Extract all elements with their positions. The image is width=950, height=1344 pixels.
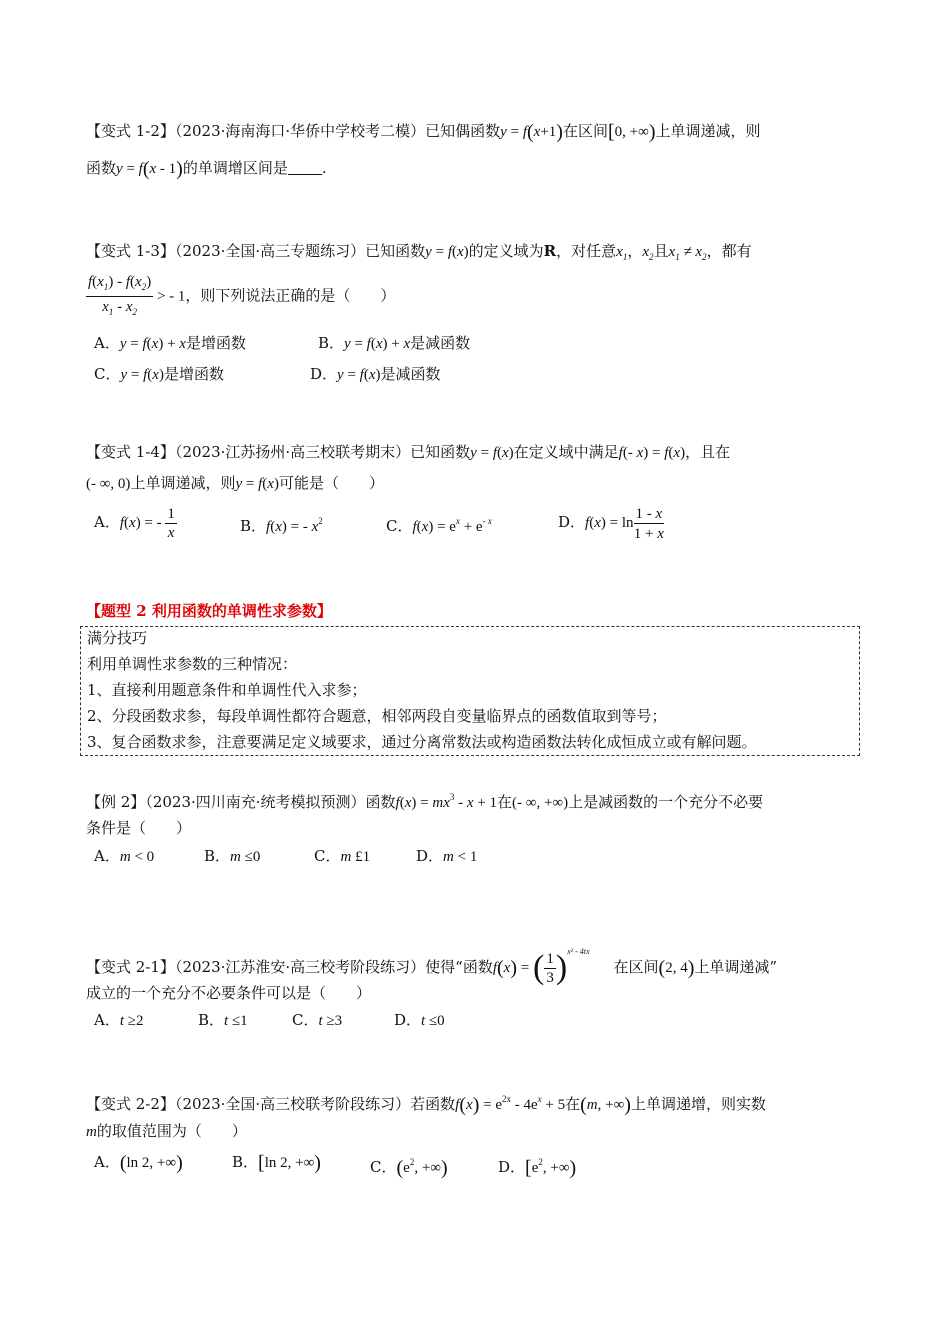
math-expr: x [375, 336, 383, 352]
math-expr: t [119, 1013, 125, 1029]
math-expr: £1 [351, 849, 371, 865]
math-expr: m [119, 849, 131, 865]
math-expr: t [318, 1013, 323, 1029]
option-d[interactable] [498, 1151, 576, 1179]
text: 上是减函数的一个充分不必要 [568, 793, 764, 811]
math-expr: ) [510, 957, 518, 979]
math-expr: ( [396, 1157, 404, 1179]
text: 成立的一个充分不必要条件可以是（ ） [86, 984, 372, 1002]
math-expr: f [522, 124, 527, 140]
option-c[interactable] [370, 1151, 448, 1179]
math-expr: $x_2$ [642, 244, 654, 262]
math-expr: x [455, 516, 460, 526]
problem-2-2-line2 [86, 1120, 247, 1143]
math-expr: = [343, 367, 360, 383]
math-expr: x [466, 1097, 473, 1113]
math-expr: [ [258, 1152, 265, 1174]
math-expr: ) [158, 367, 164, 383]
text: C． [292, 1011, 319, 1029]
option-a[interactable] [94, 1151, 183, 1174]
text: B． [204, 847, 231, 865]
math-expr: > - 1 [153, 288, 186, 305]
math-expr: f [138, 161, 143, 177]
math-expr: < 1 [453, 849, 478, 865]
text: B． [232, 1153, 259, 1171]
math-expr: = e [479, 1097, 502, 1113]
section-heading: 【题型 2 利用函数的单调性求参数】 [86, 602, 332, 620]
text: 函数 [86, 159, 117, 177]
math-expr: - x [482, 516, 492, 526]
text: 上单调递减，则 [655, 122, 761, 140]
math-expr: ( [142, 158, 150, 180]
math-expr: y [344, 336, 351, 352]
text: R [543, 242, 557, 260]
math-expr: ) [176, 158, 183, 180]
problem-tag: 【变式 1-4】 [86, 443, 175, 461]
math-expr: f [142, 336, 147, 352]
math-expr: x [537, 1094, 542, 1104]
tips-box [80, 626, 860, 756]
math-expr: ( [363, 367, 369, 383]
math-expr: ) [508, 445, 514, 461]
math-expr: y [500, 124, 507, 140]
option-c[interactable] [314, 845, 370, 868]
math-expr: x [533, 124, 541, 140]
text: 的定义域为 [468, 242, 544, 260]
math-expr: ( [459, 1094, 467, 1116]
option-b[interactable] [232, 1151, 321, 1174]
math-expr: 2, 4 [665, 960, 688, 976]
math-expr: $x_1$ [616, 244, 628, 262]
math-expr: x [129, 515, 136, 531]
option-d[interactable] [394, 1009, 445, 1032]
text: B． [198, 1011, 225, 1029]
text: 的单调增区间是 [182, 159, 288, 177]
problem-tag: 【变式 1-2】 [86, 122, 175, 140]
tips-line: 利用单调性求参数的三种情况： [87, 655, 298, 673]
math-expr: 0, +∞ [614, 124, 649, 140]
text: 条件是（ ） [86, 819, 192, 837]
math-expr: x [149, 161, 157, 177]
math-expr: ( [497, 957, 504, 979]
text: ， [627, 242, 643, 260]
option-d[interactable] [416, 845, 477, 868]
math-expr: ( [532, 949, 545, 986]
math-expr: ( [451, 244, 457, 260]
math-expr: x [636, 445, 644, 461]
problem-1-3-line1 [86, 240, 752, 268]
math-expr: f [359, 367, 364, 383]
text: C． [314, 847, 341, 865]
text: B． [240, 517, 267, 535]
math-expr: x [311, 519, 319, 535]
text: D． [498, 1158, 526, 1176]
math-expr: = [127, 367, 144, 383]
math-expr: m [443, 849, 454, 865]
math-expr: ) = - [135, 515, 166, 531]
example-2-line1 [86, 786, 763, 814]
math-expr: m [230, 849, 241, 865]
math-expr: ) [375, 367, 381, 383]
math-expr: f [455, 1097, 460, 1113]
math-expr: f [395, 795, 400, 811]
math-expr: ) [687, 957, 695, 979]
math-expr: = [350, 336, 367, 352]
math-expr: ) [463, 244, 469, 260]
option-b[interactable] [240, 510, 323, 538]
math-expr: < 0 [130, 849, 155, 865]
math-expr: 2 [318, 516, 323, 526]
math-expr: ) + [382, 336, 404, 352]
problem-2-1-line2 [86, 982, 371, 1004]
math-expr: f [492, 960, 497, 976]
math-expr: ≤0 [425, 1013, 445, 1029]
text: 上单调递增，则实数 [630, 1095, 766, 1113]
option-a[interactable] [94, 332, 246, 355]
math-expr: f [119, 515, 125, 531]
math-expr: = [506, 124, 523, 140]
fraction: $\frac{1}{3}$ [546, 950, 554, 986]
math-expr: ( [416, 519, 422, 535]
text: D． [394, 1011, 422, 1029]
math-expr: x [403, 336, 411, 352]
math-expr: e [531, 1160, 539, 1176]
problem-tag: 【变式 1-3】 [86, 242, 175, 260]
math-expr: +1 [540, 124, 557, 140]
math-expr: x [179, 336, 186, 352]
text: 的取值范围为（ ） [96, 1122, 247, 1140]
text: 在定义域中满足 [513, 443, 619, 461]
math-expr: ) [555, 949, 568, 986]
tips-line: 1、直接利用题意条件和单调性代入求参； [87, 681, 367, 699]
text: 上单调递减” [694, 958, 778, 976]
math-expr: t [224, 1013, 229, 1029]
math-expr: x [594, 515, 601, 531]
problem-source: （2023·海南海口·华侨中学校考二模） [174, 122, 426, 140]
math-expr: x [503, 960, 511, 976]
problem-source: （2023·全国·高三校联考阶段练习） [174, 1095, 411, 1113]
text: 且 [653, 242, 669, 260]
math-expr: ( [146, 336, 152, 352]
math-expr: ( [580, 1094, 587, 1116]
fraction: $\frac{1}{x}$ [167, 505, 175, 541]
math-expr: f [447, 244, 452, 260]
math-expr: = [431, 244, 448, 260]
math-expr: + 1 [473, 795, 497, 811]
math-expr: ) [556, 121, 563, 143]
math-expr: x [404, 795, 412, 811]
math-expr: ≥2 [124, 1013, 144, 1029]
math-expr: ) [472, 1094, 480, 1116]
math-expr: ) [176, 1152, 183, 1174]
problem-source: （2023·全国·高三专题练习） [174, 242, 366, 260]
text: 是增函数 [185, 334, 246, 352]
math-expr: ( [270, 519, 276, 535]
math-expr: ) [680, 445, 686, 461]
math-expr: f [664, 445, 669, 461]
math-expr: ) = - [281, 519, 312, 535]
text: D． [558, 513, 586, 531]
math-expr: (- ∞, 0) [86, 476, 131, 492]
math-expr: ( [668, 445, 674, 461]
option-b[interactable] [204, 845, 260, 868]
text: 是增函数 [163, 365, 224, 383]
problem-1-2-line2 [86, 157, 327, 180]
math-expr: ) = ln [600, 515, 634, 531]
math-expr: f [266, 519, 271, 535]
math-expr: ≤1 [228, 1013, 248, 1029]
math-expr: m [340, 849, 352, 865]
problem-2-2-line1 [86, 1088, 766, 1116]
math-expr: ( [147, 367, 153, 383]
text: 是减函数 [410, 334, 471, 352]
tips-line: 2、分段函数求参，每段单调性都符合题意，相邻两段自变量临界点的函数值取到等号； [87, 707, 667, 725]
math-expr: y [470, 445, 477, 461]
tips-title: 满分技巧 [87, 629, 148, 647]
text: C． [94, 365, 121, 383]
math-expr: mx [432, 795, 450, 811]
math-expr: = [242, 476, 259, 492]
math-expr: ln 2, +∞ [264, 1155, 315, 1171]
math-expr: ) + [158, 336, 180, 352]
math-expr: - 1 [156, 161, 177, 177]
math-expr: ) [273, 476, 279, 492]
math-expr: ≥3 [322, 1013, 343, 1029]
math-expr: ( [119, 1152, 127, 1174]
math-expr: ) [569, 1157, 577, 1179]
answer-blank[interactable] [288, 160, 322, 175]
example-2-line2 [86, 817, 191, 839]
math-expr: ( [370, 336, 376, 352]
math-expr: 3 [449, 792, 455, 802]
math-expr: ( [589, 515, 595, 531]
math-expr: x [368, 367, 376, 383]
math-expr: ) [648, 121, 656, 143]
math-expr: ( [262, 476, 268, 492]
math-expr: y [337, 367, 344, 383]
option-d[interactable] [310, 363, 441, 386]
math-expr: m [586, 1097, 598, 1113]
text: 已知函数 [410, 443, 471, 461]
math-expr: = [122, 161, 139, 177]
math-expr: x [673, 445, 681, 461]
fraction: $\frac{1 - x}{1 + x}$ [633, 505, 664, 542]
option-a[interactable] [94, 1009, 144, 1032]
math-expr: x [275, 519, 282, 535]
text: C． [370, 1158, 397, 1176]
math-expr: (- ∞, +∞) [512, 795, 569, 811]
option-b[interactable] [318, 332, 470, 355]
math-expr: ) = e [428, 519, 456, 535]
text: 已知偶函数 [425, 122, 501, 140]
text: A． [94, 513, 120, 531]
text: ，且在 [685, 443, 731, 461]
text: A． [94, 1011, 120, 1029]
text: ，则下列说法正确的是（ ） [185, 286, 396, 305]
text: 在 [565, 1095, 581, 1113]
problem-source: （2023·江苏扬州·高三校联考期末） [174, 443, 411, 461]
math-expr: f [366, 336, 371, 352]
math-expr: 2 [538, 1157, 543, 1167]
math-expr: 2x [501, 1094, 511, 1104]
text: 函数 [365, 793, 396, 811]
math-expr: y [120, 367, 128, 383]
math-expr: 2 [409, 1157, 415, 1167]
math-expr: m [86, 1124, 97, 1140]
text: ，都有 [706, 242, 752, 260]
math-expr: , +∞ [542, 1160, 570, 1176]
math-expr: ( [526, 121, 534, 143]
math-expr: e [403, 1160, 410, 1176]
math-expr: ( [496, 445, 502, 461]
problem-1-3-line2 [86, 272, 395, 321]
math-expr: x [152, 367, 159, 383]
text: . [321, 159, 327, 177]
math-expr: y [119, 336, 127, 352]
math-expr: ( [658, 957, 666, 979]
math-expr: x [151, 336, 159, 352]
math-expr: f [492, 445, 497, 461]
math-expr: x² - 4tx [567, 947, 590, 956]
problem-tag: 【变式 2-2】 [86, 1095, 175, 1113]
tips-line: 3、复合函数求参，注意要满足定义域要求，通过分离常数法或构造函数法转化成恒成立或有解问题。 [87, 733, 757, 751]
math-expr: ) = [643, 445, 665, 461]
text: D． [310, 365, 338, 383]
difference-quotient-fraction: $\frac{f(x_1) - f(x_2)}{x_1 - x_2}$ [88, 274, 152, 317]
text: A． [94, 847, 120, 865]
text: 若函数 [410, 1095, 456, 1113]
option-d[interactable] [558, 502, 664, 543]
math-expr: f [585, 515, 590, 531]
option-c[interactable] [94, 363, 224, 386]
problem-2-1-line1 [86, 932, 777, 988]
text: 已知函数 [365, 242, 426, 260]
text: 是减函数 [380, 365, 441, 383]
math-expr: + 5 [541, 1097, 566, 1113]
math-expr: ln 2, +∞ [126, 1155, 177, 1171]
math-expr: (- [622, 445, 637, 461]
math-expr: x [501, 445, 509, 461]
option-c[interactable] [292, 1009, 342, 1032]
math-expr: = [476, 445, 493, 461]
text: 可能是（ ） [278, 474, 384, 492]
text: ，对任意 [556, 242, 617, 260]
text: A． [94, 1153, 120, 1171]
problem-1-4-line1 [86, 441, 730, 464]
math-expr: ( [399, 795, 405, 811]
math-expr: y [425, 244, 432, 260]
math-expr: = [126, 336, 143, 352]
option-a[interactable] [94, 502, 177, 543]
text: 使得“函数 [425, 958, 493, 976]
problem-source: （2023·江苏淮安·高三校考阶段练习） [174, 958, 426, 976]
math-expr: = [517, 960, 533, 976]
math-expr: y [235, 476, 243, 492]
text: D． [416, 847, 444, 865]
problem-source: （2023·四川南充·统考模拟预测） [145, 793, 366, 811]
math-expr: f [258, 476, 263, 492]
math-expr: ) [440, 1157, 448, 1179]
math-expr: [ [525, 1157, 532, 1179]
math-expr: y [116, 161, 123, 177]
math-expr: f [143, 367, 148, 383]
math-expr: x [456, 244, 464, 260]
math-expr: f [412, 519, 417, 535]
math-expr: x [421, 519, 429, 535]
problem-1-2-line1 [86, 120, 761, 143]
text: A． [94, 334, 120, 352]
math-expr: ) = [411, 795, 433, 811]
math-expr: + e [459, 519, 483, 535]
math-expr: x [267, 476, 274, 492]
math-expr: - [454, 795, 467, 811]
math-expr: - 4e [510, 1097, 538, 1113]
math-expr: x [466, 795, 474, 811]
text: C． [386, 517, 413, 535]
option-c[interactable] [386, 510, 492, 538]
math-expr: f [618, 445, 623, 461]
problem-tag: 【例 2】 [86, 793, 146, 811]
math-expr: ) [624, 1094, 631, 1116]
text: 在区间 [613, 958, 659, 976]
text: 在 [497, 793, 513, 811]
math-expr: ≤0 [240, 849, 261, 865]
math-expr: ( [124, 515, 130, 531]
math-expr: t [421, 1013, 426, 1029]
math-expr: ) [314, 1152, 321, 1174]
math-expr: , +∞ [597, 1097, 625, 1113]
text: 上单调递减，则 [130, 474, 236, 492]
option-a[interactable] [94, 845, 154, 868]
text: 在区间 [562, 122, 608, 140]
math-expr: [ [607, 121, 615, 143]
problem-1-4-line2 [86, 472, 384, 495]
math-expr: , +∞ [414, 1160, 441, 1176]
option-b[interactable] [198, 1009, 248, 1032]
text: B． [318, 334, 345, 352]
math-expr: $x_1 \ne x_2$ [668, 244, 707, 262]
problem-tag: 【变式 2-1】 [86, 958, 175, 976]
